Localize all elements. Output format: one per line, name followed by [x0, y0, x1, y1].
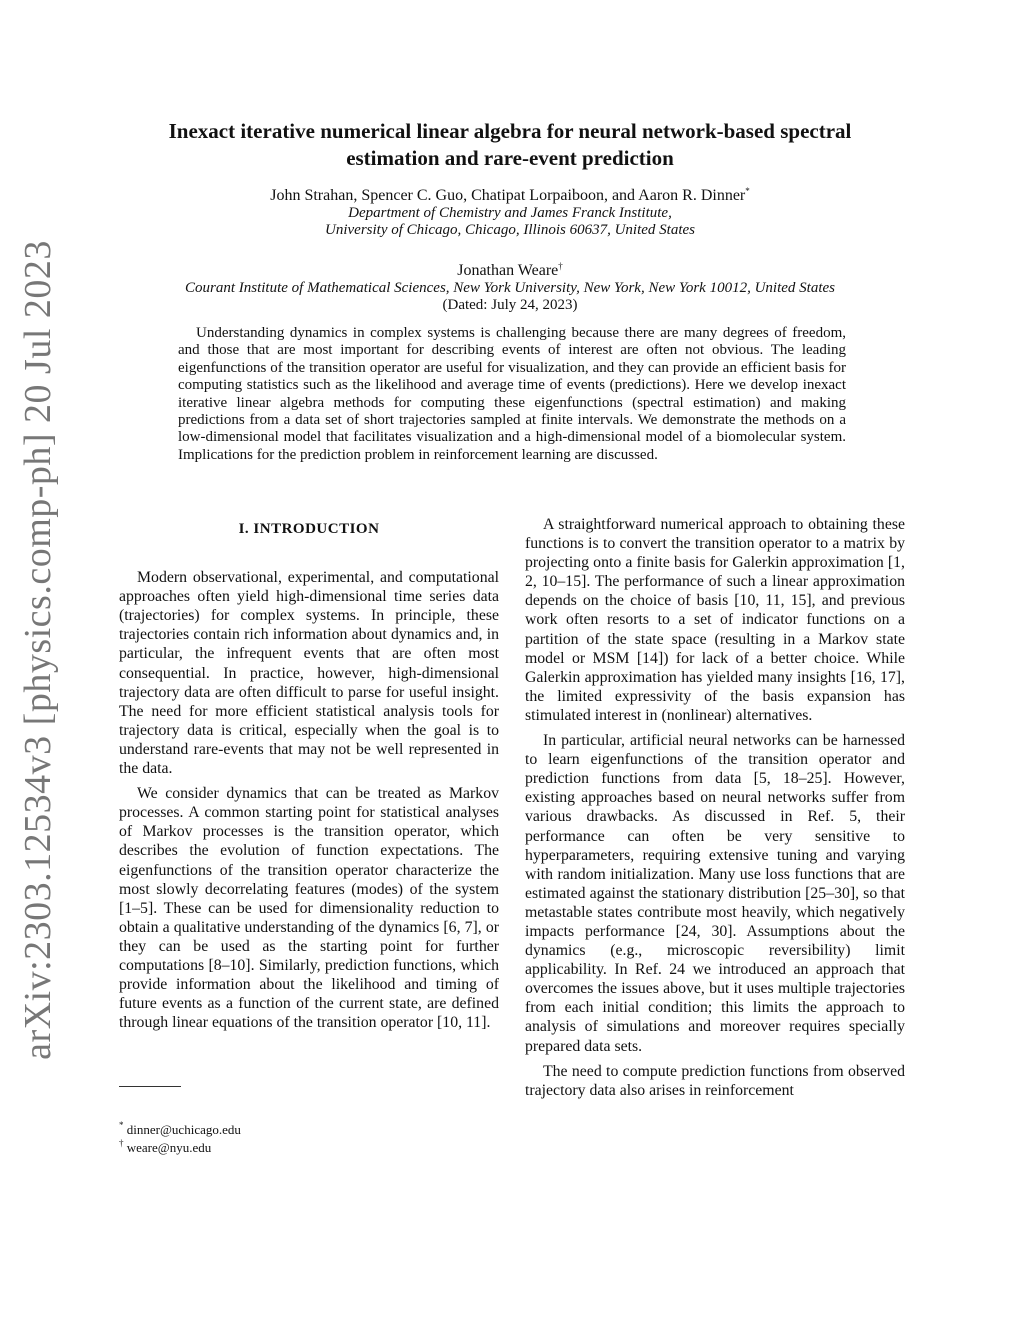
footnote-email[interactable]: dinner@uchicago.edu — [126, 1122, 241, 1137]
author-2-name: Jonathan Weare — [457, 262, 559, 279]
footnote-mark: † — [119, 1138, 124, 1148]
paragraph: The need to compute prediction functions from observed trajectory data also arises in reinforcement — [525, 1062, 905, 1099]
paragraph: Modern observational, experimental, and computational approaches often yield high-dimensional time series data (trajectories) for complex systems. In principle, these trajectories contain rich information about dynamics and, in particular, the infrequent events that are often most consequential. In practice, however, high-dimensional trajectory data are often difficult to parse for useful insight. The need for more efficient statistical analysis tools for trajectory data is critical, especially when the goal is to understand rare-events that may not be well represented in the data. — [119, 569, 499, 778]
left-column — [119, 515, 499, 1032]
author-list-1 — [120, 187, 900, 204]
affiliation-2: Courant Institute of Mathematical Sciences, New York University, New York, New York 10012, United States — [185, 280, 835, 296]
affiliation-1-line-1: Department of Chemistry and James Franck Institute, — [348, 205, 672, 221]
arxiv-identifier: arXiv:2303.12534v3 [physics.comp-ph] 20 Jul 2023 — [17, 240, 59, 1060]
arxiv-sidebar — [8, 240, 68, 1060]
abstract: Understanding dynamics in complex systems is challenging because there are many degrees of freedom, and those that are most important for describing events of interest are often not obvious. The leading eigenfunctions of the transition operator are useful for visualization, and they can provide an efficient basis for computing statistics such as the likelihood and average time of events (predictions). Here we develop inexact iterative linear algebra methods for computing these eigenfunctions (spectral estimation) and making predictions from a data set of short trajectories sampled at finite intervals. We demonstrate the methods on a low-dimensional model that facilitates visualization and a high-dimensional model of a biomolecular system. Implications for the prediction problem in reinforcement learning are discussed. — [178, 325, 846, 463]
author-list-2 — [120, 262, 900, 279]
section-heading: I. INTRODUCTION — [238, 521, 380, 537]
authors-names: John Strahan, Spencer C. Guo, Chatipat Lorpaiboon, and Aaron R. Dinner — [270, 187, 746, 204]
footnote-mark: * — [119, 1120, 124, 1130]
affiliation-1-line-2: University of Chicago, Chicago, Illinois 60637, United States — [325, 222, 695, 238]
paragraph: We consider dynamics that can be treated as Markov processes. A common starting point for statistical analyses of Markov processes is the transition operator, which describes the evolution of function expectations. The eigenfunctions of the transition operator characterize the most slowly decorrelating features (modes) of the system [1–5]. These can be used for dimensionality reduction to obtain a qualitative understanding of the dynamics [6, 7], or they can be used as the starting point for further computations [8–10]. Similarly, prediction functions, which provide information about the likelihood and timing of future events as a function of the current state, are defined through linear equations of the transition operator [10, 11]. — [119, 785, 499, 1032]
author-mark-dagger: † — [558, 261, 563, 271]
paragraph: In particular, artificial neural networks can be harnessed to learn eigenfunctions of the transition operator and prediction functions from data [5, 18–25]. However, existing approaches based on neural networks suffer from various drawbacks. As discussed in Ref. 5, their performance can often be very sensitive to hyperparameters, requiring extensive tuning and varying with random initialization. Many use loss functions that are estimated against the stationary distribution [25–30], so that metastable states contribute most heavily, which negatively impacts performance [24, 30]. Assumptions about the dynamics (e.g., microscopic reversibility) limit applicability. In Ref. 24 we introduced an approach that overcomes the issues above, but it uses multiple trajectories from each initial condition; this limits the approach to analysis of simulations and moreover requires specially prepared data sets. — [525, 732, 905, 1055]
paragraph: A straightforward numerical approach to obtaining these functions is to convert the transition operator to a matrix by projecting onto a finite basis for Galerkin approximation [1, 2, 10–15]. The performance of such a linear approximation depends on the choice of basis [10, 11, 15], and previous work often resorts to a set of indicator functions on a partition of the state space (resulting in a Markov state model or MSM [14]) for lack of a better choice. While Galerkin approximation has yielded many insights [16, 17], the limited expressivity of the basis expansion has stimulated interest in (nonlinear) alternatives. — [525, 516, 905, 724]
right-column — [525, 515, 905, 1100]
footnote-2 — [119, 1140, 211, 1156]
author-mark-star: * — [745, 186, 750, 196]
footnote-1 — [119, 1122, 241, 1138]
footnote-rule — [119, 1086, 181, 1087]
footnote-email[interactable]: weare@nyu.edu — [126, 1140, 212, 1155]
paper-title: Inexact iterative numerical linear algebra for neural network-based spectral estimation and rare-event prediction — [168, 119, 852, 170]
date-line: (Dated: July 24, 2023) — [442, 297, 578, 313]
